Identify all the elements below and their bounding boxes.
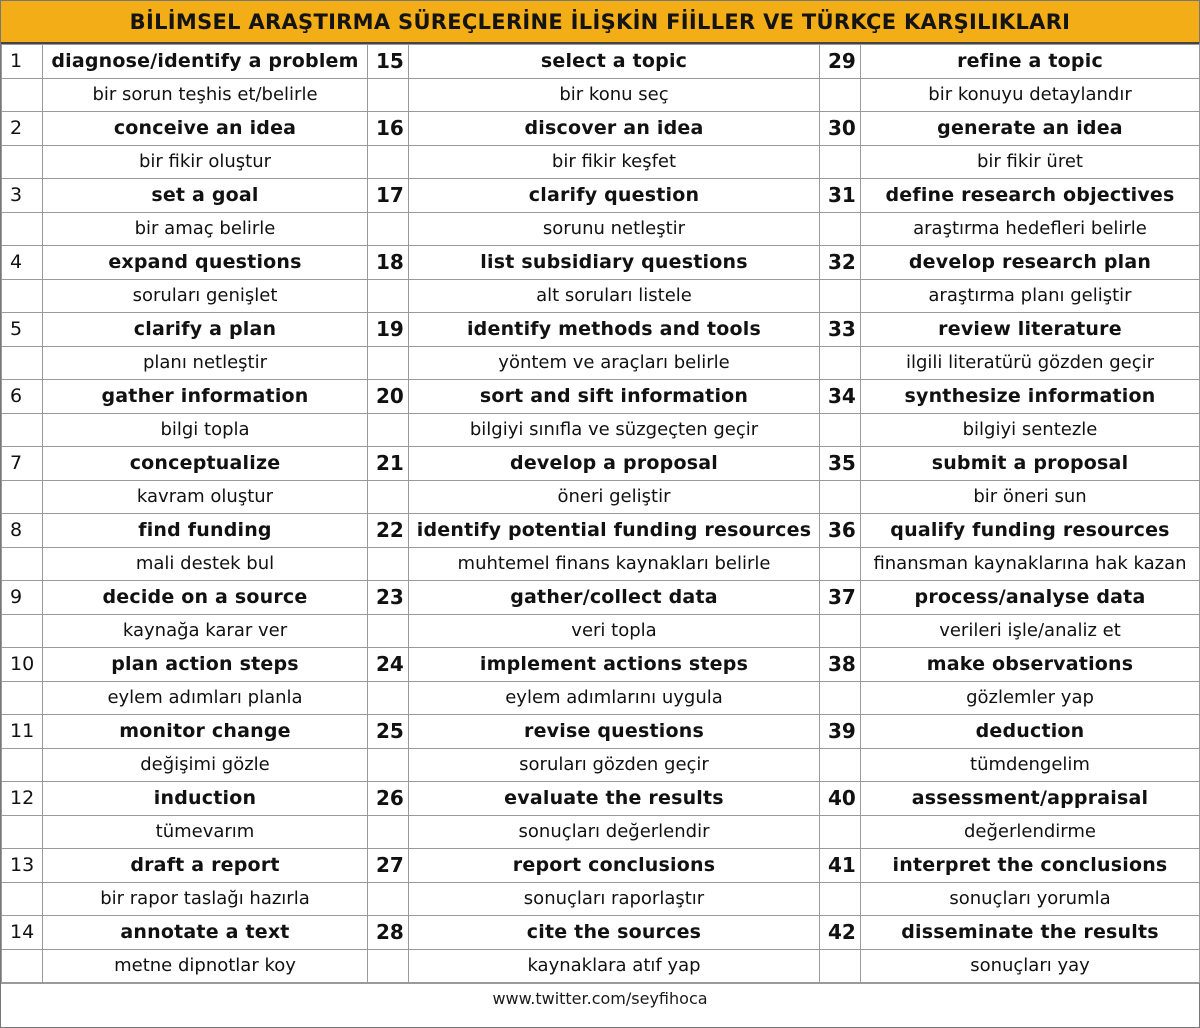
number-spacer — [368, 614, 409, 648]
number-spacer — [368, 145, 409, 179]
turkish-translation: sonuçları yorumla — [861, 882, 1200, 916]
entry-number: 10 — [2, 648, 43, 682]
english-verb: process/analyse data — [861, 581, 1200, 615]
number-spacer — [368, 815, 409, 849]
turkish-translation: sorunu netleştir — [409, 212, 820, 246]
entry-number: 16 — [368, 112, 409, 146]
entry-number: 18 — [368, 246, 409, 280]
english-verb: develop a proposal — [409, 447, 820, 481]
number-spacer — [820, 748, 861, 782]
english-verb: diagnose/identify a problem — [43, 45, 368, 79]
turkish-translation: soruları gözden geçir — [409, 748, 820, 782]
english-verb: clarify question — [409, 179, 820, 213]
table-row-english — [2, 179, 1200, 213]
entry-number: 39 — [820, 715, 861, 749]
turkish-translation: kaynaklara atıf yap — [409, 949, 820, 983]
number-spacer — [2, 681, 43, 715]
number-spacer — [368, 547, 409, 581]
turkish-translation: eylem adımları planla — [43, 681, 368, 715]
table-row-turkish — [2, 212, 1200, 246]
number-spacer — [2, 547, 43, 581]
turkish-translation: bir konuyu detaylandır — [861, 78, 1200, 112]
entry-number: 25 — [368, 715, 409, 749]
english-verb: make observations — [861, 648, 1200, 682]
number-spacer — [2, 815, 43, 849]
turkish-translation: bir rapor taslağı hazırla — [43, 882, 368, 916]
english-verb: identify potential funding resources — [409, 514, 820, 548]
turkish-translation: bilgi topla — [43, 413, 368, 447]
entry-number: 23 — [368, 581, 409, 615]
table-row-english — [2, 782, 1200, 816]
entry-number: 35 — [820, 447, 861, 481]
table-row-english — [2, 514, 1200, 548]
turkish-translation: yöntem ve araçları belirle — [409, 346, 820, 380]
table-row-english — [2, 849, 1200, 883]
english-verb: synthesize information — [861, 380, 1200, 414]
table-row-turkish — [2, 882, 1200, 916]
number-spacer — [2, 78, 43, 112]
entry-number: 33 — [820, 313, 861, 347]
turkish-translation: bilgiyi sentezle — [861, 413, 1200, 447]
number-spacer — [820, 413, 861, 447]
number-spacer — [368, 346, 409, 380]
turkish-translation: soruları genişlet — [43, 279, 368, 313]
entry-number: 15 — [368, 45, 409, 79]
number-spacer — [820, 547, 861, 581]
table-row-english — [2, 112, 1200, 146]
table-row-turkish — [2, 78, 1200, 112]
entry-number: 30 — [820, 112, 861, 146]
english-verb: assessment/appraisal — [861, 782, 1200, 816]
english-verb: report conclusions — [409, 849, 820, 883]
turkish-translation: finansman kaynaklarına hak kazan — [861, 547, 1200, 581]
turkish-translation: eylem adımlarını uygula — [409, 681, 820, 715]
number-spacer — [820, 480, 861, 514]
entry-number: 17 — [368, 179, 409, 213]
table-row-english — [2, 648, 1200, 682]
english-verb: develop research plan — [861, 246, 1200, 280]
page-title: BİLİMSEL ARAŞTIRMA SÜREÇLERİNE İLİŞKİN FİİLLER VE TÜRKÇE KARŞILIKLARI — [1, 1, 1199, 44]
english-verb: annotate a text — [43, 916, 368, 950]
number-spacer — [820, 681, 861, 715]
entry-number: 26 — [368, 782, 409, 816]
english-verb: select a topic — [409, 45, 820, 79]
entry-number: 1 — [2, 45, 43, 79]
turkish-translation: muhtemel finans kaynakları belirle — [409, 547, 820, 581]
table-row-english — [2, 45, 1200, 79]
english-verb: revise questions — [409, 715, 820, 749]
table-row-english — [2, 246, 1200, 280]
turkish-translation: bir amaç belirle — [43, 212, 368, 246]
entry-number: 2 — [2, 112, 43, 146]
number-spacer — [2, 279, 43, 313]
table-row-turkish — [2, 815, 1200, 849]
number-spacer — [2, 748, 43, 782]
number-spacer — [368, 949, 409, 983]
english-verb: expand questions — [43, 246, 368, 280]
turkish-translation: gözlemler yap — [861, 681, 1200, 715]
number-spacer — [2, 145, 43, 179]
number-spacer — [368, 212, 409, 246]
number-spacer — [820, 882, 861, 916]
number-spacer — [820, 78, 861, 112]
table-row-turkish — [2, 681, 1200, 715]
number-spacer — [820, 614, 861, 648]
entry-number: 5 — [2, 313, 43, 347]
entry-number: 41 — [820, 849, 861, 883]
number-spacer — [820, 346, 861, 380]
entry-number: 34 — [820, 380, 861, 414]
table-row-english — [2, 380, 1200, 414]
entry-number: 31 — [820, 179, 861, 213]
footer-credit: www.twitter.com/seyfihoca — [1, 983, 1199, 1012]
entry-number: 32 — [820, 246, 861, 280]
turkish-translation: tümdengelim — [861, 748, 1200, 782]
turkish-translation: planı netleştir — [43, 346, 368, 380]
turkish-translation: değerlendirme — [861, 815, 1200, 849]
entry-number: 24 — [368, 648, 409, 682]
turkish-translation: bir sorun teşhis et/belirle — [43, 78, 368, 112]
entry-number: 37 — [820, 581, 861, 615]
english-verb: draft a report — [43, 849, 368, 883]
entry-number: 8 — [2, 514, 43, 548]
entry-number: 11 — [2, 715, 43, 749]
english-verb: list subsidiary questions — [409, 246, 820, 280]
table-row-english — [2, 581, 1200, 615]
entry-number: 14 — [2, 916, 43, 950]
entry-number: 12 — [2, 782, 43, 816]
number-spacer — [368, 480, 409, 514]
entry-number: 21 — [368, 447, 409, 481]
english-verb: qualify funding resources — [861, 514, 1200, 548]
table-row-turkish — [2, 413, 1200, 447]
entry-number: 20 — [368, 380, 409, 414]
number-spacer — [2, 212, 43, 246]
entry-number: 27 — [368, 849, 409, 883]
turkish-translation: bir fikir oluştur — [43, 145, 368, 179]
number-spacer — [2, 413, 43, 447]
turkish-translation: bir konu seç — [409, 78, 820, 112]
turkish-translation: mali destek bul — [43, 547, 368, 581]
entry-number: 38 — [820, 648, 861, 682]
english-verb: interpret the conclusions — [861, 849, 1200, 883]
turkish-translation: bilgiyi sınıfla ve süzgeçten geçir — [409, 413, 820, 447]
number-spacer — [2, 614, 43, 648]
table-row-turkish — [2, 145, 1200, 179]
english-verb: set a goal — [43, 179, 368, 213]
english-verb: induction — [43, 782, 368, 816]
entry-number: 9 — [2, 581, 43, 615]
number-spacer — [368, 413, 409, 447]
turkish-translation: ilgili literatürü gözden geçir — [861, 346, 1200, 380]
english-verb: find funding — [43, 514, 368, 548]
entry-number: 36 — [820, 514, 861, 548]
number-spacer — [820, 949, 861, 983]
turkish-translation: sonuçları raporlaştır — [409, 882, 820, 916]
turkish-translation: sonuçları değerlendir — [409, 815, 820, 849]
table-row-turkish — [2, 480, 1200, 514]
entry-number: 42 — [820, 916, 861, 950]
english-verb: evaluate the results — [409, 782, 820, 816]
english-verb: gather information — [43, 380, 368, 414]
table-row-turkish — [2, 748, 1200, 782]
number-spacer — [368, 681, 409, 715]
english-verb: disseminate the results — [861, 916, 1200, 950]
entry-number: 22 — [368, 514, 409, 548]
turkish-translation: araştırma hedefleri belirle — [861, 212, 1200, 246]
verb-table — [1, 44, 1200, 983]
turkish-translation: değişimi gözle — [43, 748, 368, 782]
number-spacer — [368, 279, 409, 313]
english-verb: discover an idea — [409, 112, 820, 146]
english-verb: refine a topic — [861, 45, 1200, 79]
turkish-translation: verileri işle/analiz et — [861, 614, 1200, 648]
turkish-translation: öneri geliştir — [409, 480, 820, 514]
turkish-translation: alt soruları listele — [409, 279, 820, 313]
table-row-english — [2, 447, 1200, 481]
number-spacer — [2, 480, 43, 514]
english-verb: sort and sift information — [409, 380, 820, 414]
number-spacer — [2, 949, 43, 983]
entry-number: 13 — [2, 849, 43, 883]
english-verb: deduction — [861, 715, 1200, 749]
turkish-translation: bir öneri sun — [861, 480, 1200, 514]
english-verb: monitor change — [43, 715, 368, 749]
entry-number: 7 — [2, 447, 43, 481]
number-spacer — [820, 145, 861, 179]
table-row-turkish — [2, 547, 1200, 581]
table-row-english — [2, 916, 1200, 950]
table-row-turkish — [2, 346, 1200, 380]
entry-number: 6 — [2, 380, 43, 414]
number-spacer — [2, 346, 43, 380]
number-spacer — [368, 78, 409, 112]
english-verb: identify methods and tools — [409, 313, 820, 347]
english-verb: submit a proposal — [861, 447, 1200, 481]
table-row-english — [2, 313, 1200, 347]
number-spacer — [820, 815, 861, 849]
english-verb: gather/collect data — [409, 581, 820, 615]
english-verb: cite the sources — [409, 916, 820, 950]
turkish-translation: sonuçları yay — [861, 949, 1200, 983]
entry-number: 29 — [820, 45, 861, 79]
turkish-translation: bir fikir keşfet — [409, 145, 820, 179]
turkish-translation: kaynağa karar ver — [43, 614, 368, 648]
verb-table-body — [2, 45, 1200, 983]
english-verb: decide on a source — [43, 581, 368, 615]
turkish-translation: araştırma planı geliştir — [861, 279, 1200, 313]
entry-number: 19 — [368, 313, 409, 347]
table-row-turkish — [2, 949, 1200, 983]
turkish-translation: bir fikir üret — [861, 145, 1200, 179]
table-row-turkish — [2, 614, 1200, 648]
english-verb: implement actions steps — [409, 648, 820, 682]
english-verb: conceive an idea — [43, 112, 368, 146]
number-spacer — [820, 212, 861, 246]
english-verb: plan action steps — [43, 648, 368, 682]
entry-number: 4 — [2, 246, 43, 280]
english-verb: generate an idea — [861, 112, 1200, 146]
english-verb: clarify a plan — [43, 313, 368, 347]
entry-number: 40 — [820, 782, 861, 816]
table-row-english — [2, 715, 1200, 749]
english-verb: conceptualize — [43, 447, 368, 481]
turkish-translation: veri topla — [409, 614, 820, 648]
entry-number: 3 — [2, 179, 43, 213]
number-spacer — [820, 279, 861, 313]
turkish-translation: tümevarım — [43, 815, 368, 849]
table-row-turkish — [2, 279, 1200, 313]
turkish-translation: kavram oluştur — [43, 480, 368, 514]
entry-number: 28 — [368, 916, 409, 950]
number-spacer — [368, 882, 409, 916]
english-verb: review literature — [861, 313, 1200, 347]
turkish-translation: metne dipnotlar koy — [43, 949, 368, 983]
number-spacer — [368, 748, 409, 782]
english-verb: define research objectives — [861, 179, 1200, 213]
number-spacer — [2, 882, 43, 916]
